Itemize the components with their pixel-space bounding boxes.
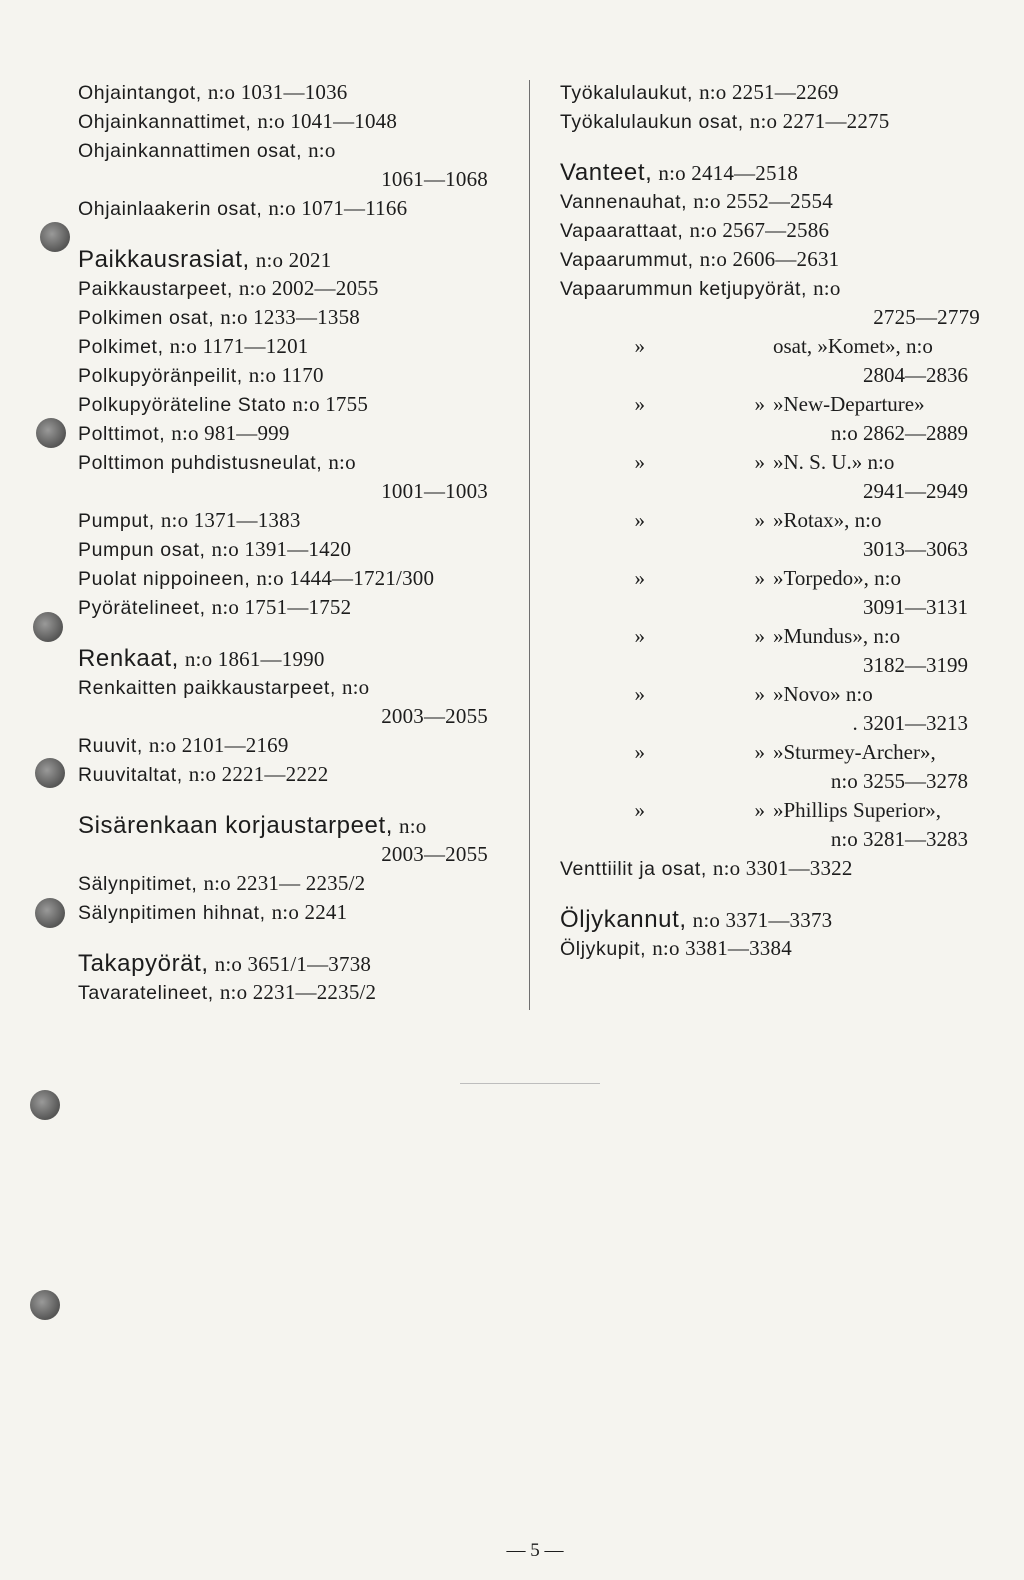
sub-entry xyxy=(560,448,990,477)
right-column xyxy=(560,78,990,963)
entry-numbers: n:o 3381—3384 xyxy=(652,936,792,960)
binder-hole xyxy=(30,1090,60,1120)
entry-numbers: n:o xyxy=(813,276,841,300)
entry-continuation: 1001—1003 xyxy=(381,479,488,503)
entry-numbers: n:o 2231— 2235/2 xyxy=(203,871,366,895)
separator-rule xyxy=(460,1083,600,1084)
sub-entry-text: »Mundus», n:o xyxy=(773,624,901,648)
entry-term: Sälynpitimen hihnat, xyxy=(78,902,266,924)
entry-term: Öljykannut, xyxy=(560,906,687,933)
entry-term: Renkaitten paikkaustarpeet, xyxy=(78,677,336,699)
entry-numbers: n:o 2414—2518 xyxy=(658,161,799,185)
entry-term: Renkaat, xyxy=(78,645,179,672)
entry-numbers: n:o 1371—1383 xyxy=(160,508,301,532)
ditto-mark: » xyxy=(754,392,765,416)
index-entry xyxy=(78,245,498,274)
sub-entry-text: osat, »Komet», n:o xyxy=(773,334,933,358)
entry-numbers: n:o 3651/1—3738 xyxy=(214,952,372,976)
right-sub-entries xyxy=(560,332,990,854)
sub-entry-numbers: n:o 3281—3283 xyxy=(830,827,968,851)
ditto-mark: » xyxy=(634,566,645,590)
binder-hole xyxy=(36,418,66,448)
entry-term: Polttimot, xyxy=(78,423,166,445)
entry-term: Polkupyöränpeilit, xyxy=(78,365,243,387)
sub-entry-numbers: 2804—2836 xyxy=(863,363,968,387)
sub-entry-text: »Torpedo», n:o xyxy=(773,566,902,590)
sub-entry-text: »Phillips Superior», xyxy=(773,798,942,822)
index-entry xyxy=(560,274,990,303)
entry-term: Sisärenkaan korjaustarpeet, xyxy=(78,812,394,839)
entry-numbers: n:o 2241 xyxy=(271,900,348,924)
entry-term: Pyörätelineet, xyxy=(78,597,206,619)
sub-entry-text: »New-Departure» xyxy=(773,392,925,416)
entry-numbers: n:o xyxy=(399,814,427,838)
ditto-mark: » xyxy=(634,334,645,358)
index-entry xyxy=(560,905,990,934)
entry-term: Ruuvitaltat, xyxy=(78,764,183,786)
sub-entry-numbers: 3091—3131 xyxy=(863,595,968,619)
entry-numbers: n:o xyxy=(328,450,356,474)
binder-hole xyxy=(35,758,65,788)
page-number: — 5 — xyxy=(506,1540,564,1561)
sub-entry xyxy=(560,738,990,767)
section-gap xyxy=(78,789,498,811)
index-entry xyxy=(78,564,498,593)
entry-numbers: n:o 1041—1048 xyxy=(257,109,398,133)
entry-numbers: n:o 981—999 xyxy=(171,421,290,445)
entry-numbers: n:o 2231—2235/2 xyxy=(219,980,377,1004)
entry-numbers: n:o 1171—1201 xyxy=(169,334,309,358)
section-gap xyxy=(560,136,990,158)
index-entry xyxy=(560,78,990,107)
index-entry xyxy=(78,390,498,419)
sub-entry-numbers: . 3201—3213 xyxy=(852,711,968,735)
index-entry xyxy=(560,245,990,274)
sub-entry xyxy=(560,622,990,651)
binder-hole xyxy=(35,898,65,928)
entry-numbers: n:o xyxy=(341,675,370,699)
section-gap xyxy=(78,622,498,644)
entry-numbers: n:o 2606—2631 xyxy=(699,247,840,271)
index-entry xyxy=(78,731,498,760)
index-entry xyxy=(78,978,498,1007)
sub-entry xyxy=(560,390,990,419)
entry-term: Pumpun osat, xyxy=(78,539,206,561)
right-top-entries xyxy=(560,78,990,332)
ditto-mark: » xyxy=(634,450,645,474)
ditto-mark: » xyxy=(754,566,765,590)
right-bottom-entries xyxy=(560,854,990,963)
sub-entry xyxy=(560,796,990,825)
section-gap xyxy=(78,223,498,245)
entry-numbers: n:o xyxy=(308,138,336,162)
index-entry xyxy=(78,361,498,390)
entry-continuation: 2003—2055 xyxy=(381,842,488,866)
sub-entry-numbers: n:o 3255—3278 xyxy=(830,769,968,793)
binder-hole xyxy=(30,1290,60,1320)
entry-numbers: n:o 1444—1721/300 xyxy=(256,566,435,590)
entry-numbers: n:o 2567—2586 xyxy=(689,218,830,242)
entry-numbers: n:o 2251—2269 xyxy=(699,80,839,104)
index-entry xyxy=(560,216,990,245)
entry-term: Tavaratelineet, xyxy=(78,982,214,1004)
ditto-mark: » xyxy=(754,450,765,474)
index-entry xyxy=(78,194,498,223)
ditto-mark: » xyxy=(634,740,645,764)
index-entry xyxy=(560,158,990,187)
entry-term: Työkalulaukut, xyxy=(560,82,694,104)
index-entry xyxy=(560,854,990,883)
sub-entry-text: »Rotax», n:o xyxy=(773,508,882,532)
sub-entry-text: »N. S. U.» n:o xyxy=(773,450,895,474)
entry-term: Polttimon puhdistusneulat, xyxy=(78,452,323,474)
ditto-mark: » xyxy=(634,508,645,532)
entry-term: Öljykupit, xyxy=(560,938,647,960)
entry-term: Polkupyöräteline Stato xyxy=(78,394,287,416)
ditto-mark: » xyxy=(634,798,645,822)
entry-term: Pumput, xyxy=(78,510,155,532)
entry-term: Työkalulaukun osat, xyxy=(560,111,744,133)
index-entry xyxy=(78,136,498,165)
index-entry xyxy=(78,811,498,840)
ditto-mark: » xyxy=(754,740,765,764)
entry-term: Takapyörät, xyxy=(78,950,209,977)
entry-numbers: n:o 1170 xyxy=(248,363,324,387)
entry-term: Vapaarattaat, xyxy=(560,220,684,242)
index-entry xyxy=(78,107,498,136)
entry-term: Vanteet, xyxy=(560,159,653,186)
ditto-mark: » xyxy=(634,392,645,416)
index-entry xyxy=(78,760,498,789)
index-entry xyxy=(78,593,498,622)
ditto-mark: » xyxy=(754,624,765,648)
entry-numbers: n:o 1233—1358 xyxy=(220,305,360,329)
index-entry xyxy=(78,332,498,361)
index-entry xyxy=(78,506,498,535)
index-entry xyxy=(78,949,498,978)
entry-numbers: n:o 1861—1990 xyxy=(184,647,325,671)
column-divider xyxy=(529,80,530,1010)
sub-entry-numbers: 2941—2949 xyxy=(863,479,968,503)
ditto-mark xyxy=(645,332,765,361)
entry-continuation: 1061—1068 xyxy=(381,167,488,191)
entry-term: Ohjaintangot, xyxy=(78,82,202,104)
entry-term: Vapaarummut, xyxy=(560,249,694,271)
index-entry xyxy=(560,187,990,216)
entry-numbers: n:o 1071—1166 xyxy=(268,196,408,220)
entry-term: Ruuvit, xyxy=(78,735,143,757)
entry-numbers: n:o 3301—3322 xyxy=(712,856,853,880)
entry-term: Paikkaustarpeet, xyxy=(78,278,233,300)
sub-entry-text: »Sturmey-Archer», xyxy=(773,740,936,764)
entry-numbers: n:o 1751—1752 xyxy=(211,595,352,619)
index-entry xyxy=(78,448,498,477)
index-entry xyxy=(78,535,498,564)
entry-term: Sälynpitimet, xyxy=(78,873,198,895)
index-entry xyxy=(78,644,498,673)
sub-entry-text: »Novo» n:o xyxy=(773,682,873,706)
ditto-mark: » xyxy=(634,682,645,706)
binder-hole xyxy=(40,222,70,252)
entry-numbers: n:o 2552—2554 xyxy=(693,189,833,213)
index-entry xyxy=(560,934,990,963)
sub-entry xyxy=(560,332,990,361)
index-entry xyxy=(78,898,498,927)
ditto-mark: » xyxy=(634,624,645,648)
ditto-mark: » xyxy=(754,682,765,706)
entry-term: Paikkausrasiat, xyxy=(78,246,250,273)
index-entry xyxy=(78,303,498,332)
entry-continuation: 2003—2055 xyxy=(381,704,488,728)
index-entry xyxy=(78,869,498,898)
index-entry xyxy=(78,673,498,702)
entry-numbers: n:o 1755 xyxy=(292,392,369,416)
entry-term: Ohjainlaakerin osat, xyxy=(78,198,263,220)
entry-term: Polkimet, xyxy=(78,336,164,358)
entry-numbers: n:o 1391—1420 xyxy=(211,537,352,561)
section-gap xyxy=(78,927,498,949)
entry-numbers: n:o 2271—2275 xyxy=(749,109,890,133)
entry-numbers: n:o 2101—2169 xyxy=(148,733,289,757)
ditto-mark: » xyxy=(754,508,765,532)
sub-entry-numbers: 3013—3063 xyxy=(863,537,968,561)
entry-numbers: n:o 3371—3373 xyxy=(692,908,833,932)
index-entry xyxy=(560,107,990,136)
sub-entry-numbers: 3182—3199 xyxy=(863,653,968,677)
index-entry xyxy=(78,274,498,303)
sub-entry xyxy=(560,564,990,593)
sub-entry-numbers: n:o 2862—2889 xyxy=(830,421,968,445)
entry-numbers: n:o 2021 xyxy=(255,248,332,272)
entry-term: Venttiilit ja osat, xyxy=(560,858,707,880)
entry-numbers: n:o 1031—1036 xyxy=(207,80,348,104)
sub-entry xyxy=(560,680,990,709)
ditto-mark: » xyxy=(754,798,765,822)
left-column xyxy=(78,78,498,1007)
entry-term: Ohjainkannattimen osat, xyxy=(78,140,303,162)
index-entry xyxy=(78,78,498,107)
index-entry xyxy=(78,419,498,448)
entry-term: Vannenauhat, xyxy=(560,191,688,213)
entry-term: Ohjainkannattimet, xyxy=(78,111,252,133)
entry-numbers: n:o 2221—2222 xyxy=(188,762,329,786)
entry-term: Puolat nippoineen, xyxy=(78,568,251,590)
entry-continuation: 2725—2779 xyxy=(873,305,980,329)
binder-hole xyxy=(33,612,63,642)
entry-term: Vapaarummun ketjupyörät, xyxy=(560,278,808,300)
sub-entry xyxy=(560,506,990,535)
entry-term: Polkimen osat, xyxy=(78,307,215,329)
entry-numbers: n:o 2002—2055 xyxy=(238,276,379,300)
section-gap xyxy=(560,883,990,905)
